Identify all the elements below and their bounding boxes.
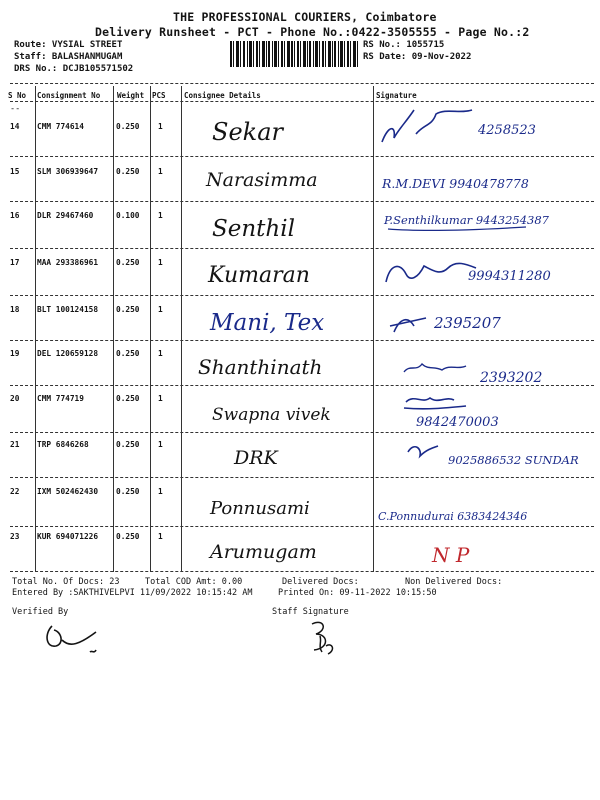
signature-handwriting bbox=[376, 528, 586, 572]
row-rule bbox=[10, 432, 594, 433]
svg-text:C.Ponnudurai 6383424346: C.Ponnudurai 6383424346 bbox=[378, 510, 528, 523]
entered-by: Entered By :SAKTHIVELPVI 11/09/2022 10:15:42 AM bbox=[12, 588, 253, 598]
consignee-handwriting bbox=[190, 252, 380, 292]
drs-number: DRS No.: DCJB105571502 bbox=[14, 64, 134, 74]
col-consignment: Consignment No bbox=[37, 91, 101, 100]
row-pcs: 1 bbox=[158, 122, 163, 131]
consignee-handwriting bbox=[190, 158, 380, 198]
row-consignment: BLT 100124158 bbox=[37, 305, 99, 314]
row-weight: 0.250 bbox=[116, 122, 140, 131]
row-sno: 23 bbox=[10, 532, 20, 541]
row-consignment: DLR 29467460 bbox=[37, 211, 94, 220]
svg-text:Narasimma: Narasimma bbox=[206, 169, 318, 191]
row-consignment: DEL 120659128 bbox=[37, 349, 99, 358]
rs-number: RS No.: 1055715 bbox=[363, 40, 445, 50]
verified-by-label: Verified By bbox=[12, 607, 69, 617]
dash-marks: -- bbox=[10, 104, 21, 114]
row-rule bbox=[10, 340, 594, 341]
row-sno: 21 bbox=[10, 440, 20, 449]
svg-text:2393202: 2393202 bbox=[480, 370, 543, 386]
table-bottom-rule bbox=[10, 571, 594, 572]
total-docs: Total No. Of Docs: 23 bbox=[12, 577, 120, 587]
svg-text:Arumugam: Arumugam bbox=[210, 541, 317, 563]
delivered-docs: Delivered Docs: bbox=[282, 577, 359, 587]
consignee-handwriting bbox=[190, 530, 380, 570]
col-divider bbox=[35, 86, 36, 572]
runsheet-subtitle: Delivery Runsheet - PCT - Phone No.:0422-3505555 - Page No.:2 bbox=[95, 25, 530, 39]
row-weight: 0.250 bbox=[116, 305, 140, 314]
row-pcs: 1 bbox=[158, 440, 163, 449]
staff-signature bbox=[298, 616, 348, 660]
svg-text:Swapna vivek: Swapna vivek bbox=[212, 405, 331, 425]
col-weight: Weight bbox=[117, 91, 145, 100]
row-pcs: 1 bbox=[158, 349, 163, 358]
row-pcs: 1 bbox=[158, 394, 163, 403]
row-sno: 18 bbox=[10, 305, 20, 314]
row-rule bbox=[10, 526, 594, 527]
row-pcs: 1 bbox=[158, 305, 163, 314]
row-sno: 15 bbox=[10, 167, 20, 176]
svg-text:Mani, Tex: Mani, Tex bbox=[210, 310, 325, 336]
consignee-handwriting bbox=[190, 110, 380, 150]
row-pcs: 1 bbox=[158, 487, 163, 496]
col-consignee: Consignee Details bbox=[184, 91, 261, 100]
row-consignment: IXM 502462430 bbox=[37, 487, 99, 496]
row-consignment: CMM 774719 bbox=[37, 394, 84, 403]
table-header-rule bbox=[10, 101, 594, 102]
rs-date: RS Date: 09-Nov-2022 bbox=[363, 52, 472, 62]
row-pcs: 1 bbox=[158, 532, 163, 541]
col-divider bbox=[113, 86, 114, 572]
col-signature: Signature bbox=[376, 91, 417, 100]
verifier-signature bbox=[40, 618, 120, 660]
signature-handwriting bbox=[376, 388, 586, 432]
svg-text:2395207: 2395207 bbox=[434, 314, 501, 332]
row-sno: 17 bbox=[10, 258, 20, 267]
consignee-handwriting bbox=[190, 486, 380, 526]
signature-handwriting bbox=[376, 158, 586, 202]
row-sno: 14 bbox=[10, 122, 20, 131]
svg-text:Shanthinath: Shanthinath bbox=[198, 355, 323, 379]
col-divider bbox=[150, 86, 151, 572]
non-delivered-docs: Non Delivered Docs: bbox=[405, 577, 503, 587]
signature-handwriting bbox=[376, 104, 586, 148]
consignee-handwriting bbox=[190, 392, 380, 432]
svg-text:4258523: 4258523 bbox=[478, 123, 536, 138]
barcode-image bbox=[230, 41, 358, 67]
row-sno: 16 bbox=[10, 211, 20, 220]
signature-handwriting bbox=[376, 346, 586, 390]
svg-text:Senthil: Senthil bbox=[212, 216, 295, 242]
svg-text:R.M.DEVI 9940478778: R.M.DEVI 9940478778 bbox=[382, 176, 529, 191]
svg-text:9994311280: 9994311280 bbox=[468, 269, 551, 284]
row-rule bbox=[10, 156, 594, 157]
printed-on: Printed On: 09-11-2022 10:15:50 bbox=[278, 588, 437, 598]
svg-text:P.Senthilkumar 9443254387: P.Senthilkumar 9443254387 bbox=[384, 213, 549, 227]
staff-label: Staff: BALASHANMUGAM bbox=[14, 52, 123, 62]
row-weight: 0.100 bbox=[116, 211, 140, 220]
col-divider bbox=[181, 86, 182, 572]
row-consignment: MAA 293386961 bbox=[37, 258, 99, 267]
signature-handwriting bbox=[376, 296, 586, 340]
svg-text:Sekar: Sekar bbox=[212, 118, 283, 146]
row-pcs: 1 bbox=[158, 211, 163, 220]
row-consignment: KUR 694071226 bbox=[37, 532, 99, 541]
svg-text:N P: N P bbox=[432, 543, 470, 567]
svg-text:9025886532 SUNDAR: 9025886532 SUNDAR bbox=[448, 453, 579, 467]
svg-text:9842470003: 9842470003 bbox=[416, 415, 499, 430]
signature-handwriting bbox=[376, 248, 586, 292]
row-weight: 0.250 bbox=[116, 349, 140, 358]
company-title: THE PROFESSIONAL COURIERS, Coimbatore bbox=[173, 10, 437, 24]
row-weight: 0.250 bbox=[116, 167, 140, 176]
row-consignment: TRP 6846268 bbox=[37, 440, 89, 449]
consignee-handwriting bbox=[190, 438, 380, 478]
row-pcs: 1 bbox=[158, 258, 163, 267]
col-pcs: PCS bbox=[152, 91, 166, 100]
row-sno: 20 bbox=[10, 394, 20, 403]
signature-handwriting bbox=[376, 434, 586, 478]
row-weight: 0.250 bbox=[116, 487, 140, 496]
svg-text:Kumaran: Kumaran bbox=[208, 263, 310, 288]
consignee-handwriting bbox=[190, 346, 380, 386]
route-label: Route: VYSIAL STREET bbox=[14, 40, 123, 50]
signature-handwriting bbox=[376, 202, 586, 246]
col-sno: S No bbox=[8, 91, 27, 100]
svg-text:DRK: DRK bbox=[234, 447, 278, 469]
row-sno: 22 bbox=[10, 487, 20, 496]
row-pcs: 1 bbox=[158, 167, 163, 176]
row-weight: 0.250 bbox=[116, 258, 140, 267]
row-weight: 0.250 bbox=[116, 394, 140, 403]
row-weight: 0.250 bbox=[116, 532, 140, 541]
row-rule bbox=[10, 385, 594, 386]
table-top-rule bbox=[10, 83, 594, 84]
row-rule bbox=[10, 477, 594, 478]
staff-signature-label: Staff Signature bbox=[272, 607, 349, 617]
row-consignment: CMM 774614 bbox=[37, 122, 84, 131]
row-weight: 0.250 bbox=[116, 440, 140, 449]
row-sno: 19 bbox=[10, 349, 20, 358]
consignee-handwriting bbox=[190, 206, 380, 246]
svg-text:Ponnusami: Ponnusami bbox=[210, 498, 310, 519]
total-cod-amount: Total COD Amt: 0.00 bbox=[145, 577, 243, 587]
row-consignment: SLM 306939647 bbox=[37, 167, 99, 176]
consignee-handwriting bbox=[190, 300, 380, 340]
